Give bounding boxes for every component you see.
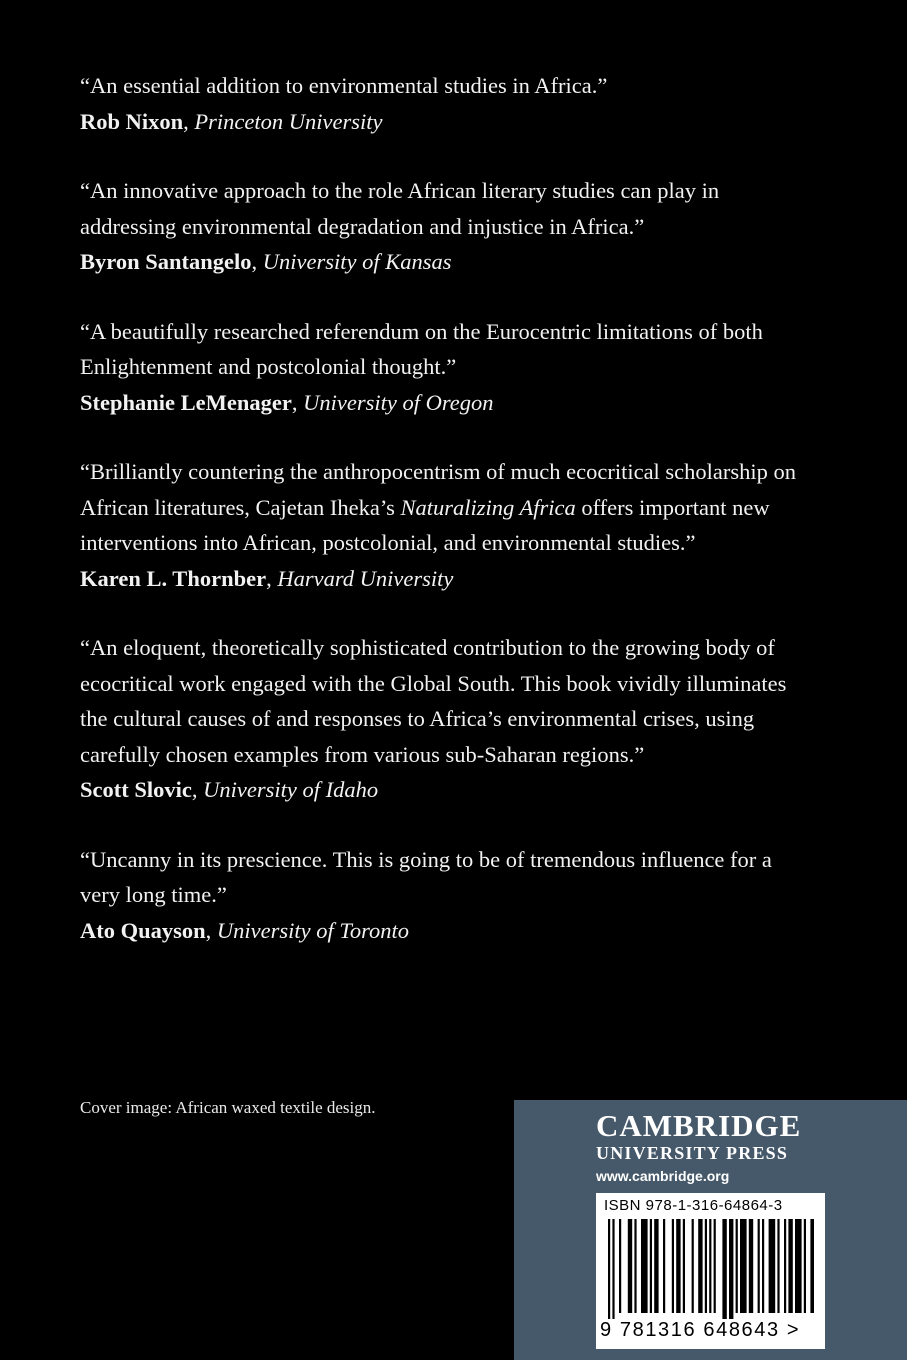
endorser-institution: University of Toronto: [216, 917, 410, 943]
cover-credit: Cover image: African waxed textile design.: [80, 1098, 376, 1117]
quote-part: offers important new interventions into African, postcolonial, and environmental studies.”: [80, 494, 770, 555]
blurb-attribution: [80, 385, 800, 421]
blurb-quote: [80, 454, 800, 561]
endorser-name: Karen L. Thornber: [80, 565, 267, 591]
barcode-bar: [722, 1219, 726, 1319]
book-title: Naturalizing Africa: [400, 494, 576, 520]
blurb-quote: “An essential addition to environmental studies in Africa.”: [80, 73, 608, 98]
barcode-bar: [641, 1219, 648, 1313]
barcode-bar: [634, 1219, 636, 1313]
blurb-attribution: [80, 244, 800, 280]
endorser-name: Byron Santangelo: [80, 249, 252, 274]
endorser-name: Scott Slovic: [80, 777, 192, 802]
barcode-bar: [628, 1219, 632, 1313]
barcode-bar: [762, 1219, 764, 1313]
blurb-quayson: [80, 842, 800, 949]
barcode-bar: [758, 1219, 760, 1313]
barcode-bar: [795, 1219, 802, 1313]
barcode-bar: [698, 1219, 702, 1313]
endorser-institution: Harvard University: [277, 565, 454, 591]
barcode-bar: [654, 1219, 658, 1313]
blurb-attribution: [80, 561, 800, 597]
barcode-bar: [683, 1219, 685, 1313]
blurb-quote: “A beautifully researched referendum on the Eurocentric limitations of both Enlightenment and postcolonial thought.”: [80, 318, 763, 379]
barcode-bar: [740, 1219, 747, 1313]
blurb-nixon: [80, 68, 800, 139]
barcode-bar: [714, 1219, 716, 1313]
barcode-bar: [672, 1219, 674, 1313]
barcode-bar: [810, 1219, 814, 1313]
barcode-bar: [804, 1219, 806, 1313]
barcode-bars: [608, 1219, 814, 1319]
barcode-bar: [619, 1219, 621, 1313]
blurb-thornber: [80, 454, 800, 596]
barcode-bar: [612, 1219, 614, 1319]
barcode-bar: [650, 1219, 652, 1313]
barcode-bar: [784, 1219, 786, 1313]
barcode-bar: [608, 1219, 610, 1319]
barcode-bar: [749, 1219, 753, 1313]
isbn-label: ISBN 978-1-316-64864-3: [604, 1197, 783, 1214]
publisher-subtitle: UNIVERSITY PRESS: [596, 1143, 789, 1163]
publisher-logo: CAMBRIDGE: [596, 1108, 802, 1143]
barcode-bar: [769, 1219, 776, 1313]
blurb-santangelo: [80, 173, 800, 280]
attribution-separator: ,: [251, 249, 263, 274]
attribution-separator: ,: [205, 917, 217, 943]
blurb-quote: “Uncanny in its prescience. This is going to be of tremendous influence for a very long time.”: [80, 846, 772, 907]
endorser-institution: University of Oregon: [303, 389, 494, 415]
barcode-bar: [709, 1219, 711, 1313]
publisher-panel: [514, 1100, 907, 1360]
endorser-name: Stephanie LeMenager: [80, 389, 292, 415]
endorsements: [80, 68, 800, 982]
quote-part: “Brilliantly countering the anthropocentrism of much ecocritical scholarship on African literatures, Cajetan Iheka’s: [80, 459, 797, 520]
isbn-barcode: [596, 1193, 825, 1349]
barcode-bar: [692, 1219, 694, 1313]
barcode-digits: 9 781316 648643 >: [600, 1319, 801, 1341]
barcode-bar: [705, 1219, 707, 1313]
attribution-separator: ,: [266, 565, 278, 591]
blurb-quote: “An eloquent, theoretically sophisticated contribution to the growing body of ecocritical work engaged with the Global South. This book vividly illuminates the cultural causes of and responses to Africa’s environmental crises, using carefully chosen examples from various sub-Saharan regions.”: [80, 635, 787, 767]
barcode-bar: [676, 1219, 680, 1313]
barcode-bar: [663, 1219, 665, 1313]
endorser-name: Rob Nixon: [80, 108, 184, 134]
barcode-bar: [788, 1219, 792, 1313]
blurb-lemenager: [80, 314, 800, 421]
attribution-separator: ,: [191, 777, 204, 802]
endorser-institution: University of Kansas: [262, 249, 452, 274]
blurb-attribution: [80, 104, 800, 140]
blurb-slovic: [80, 630, 800, 808]
attribution-separator: ,: [291, 389, 304, 415]
barcode-bar: [729, 1219, 733, 1319]
endorser-institution: Princeton University: [194, 108, 383, 134]
blurb-quote: “An innovative approach to the role African literary studies can play in addressing environmental degradation and injustice in Africa.”: [80, 178, 720, 239]
endorser-name: Ato Quayson: [80, 917, 206, 943]
barcode-bar: [777, 1219, 779, 1313]
attribution-separator: ,: [183, 108, 195, 134]
blurb-attribution: [80, 913, 800, 949]
barcode-bar: [736, 1219, 738, 1313]
endorser-institution: University of Idaho: [203, 777, 379, 802]
publisher-url[interactable]: www.cambridge.org: [596, 1168, 730, 1184]
blurb-attribution: [80, 772, 800, 808]
